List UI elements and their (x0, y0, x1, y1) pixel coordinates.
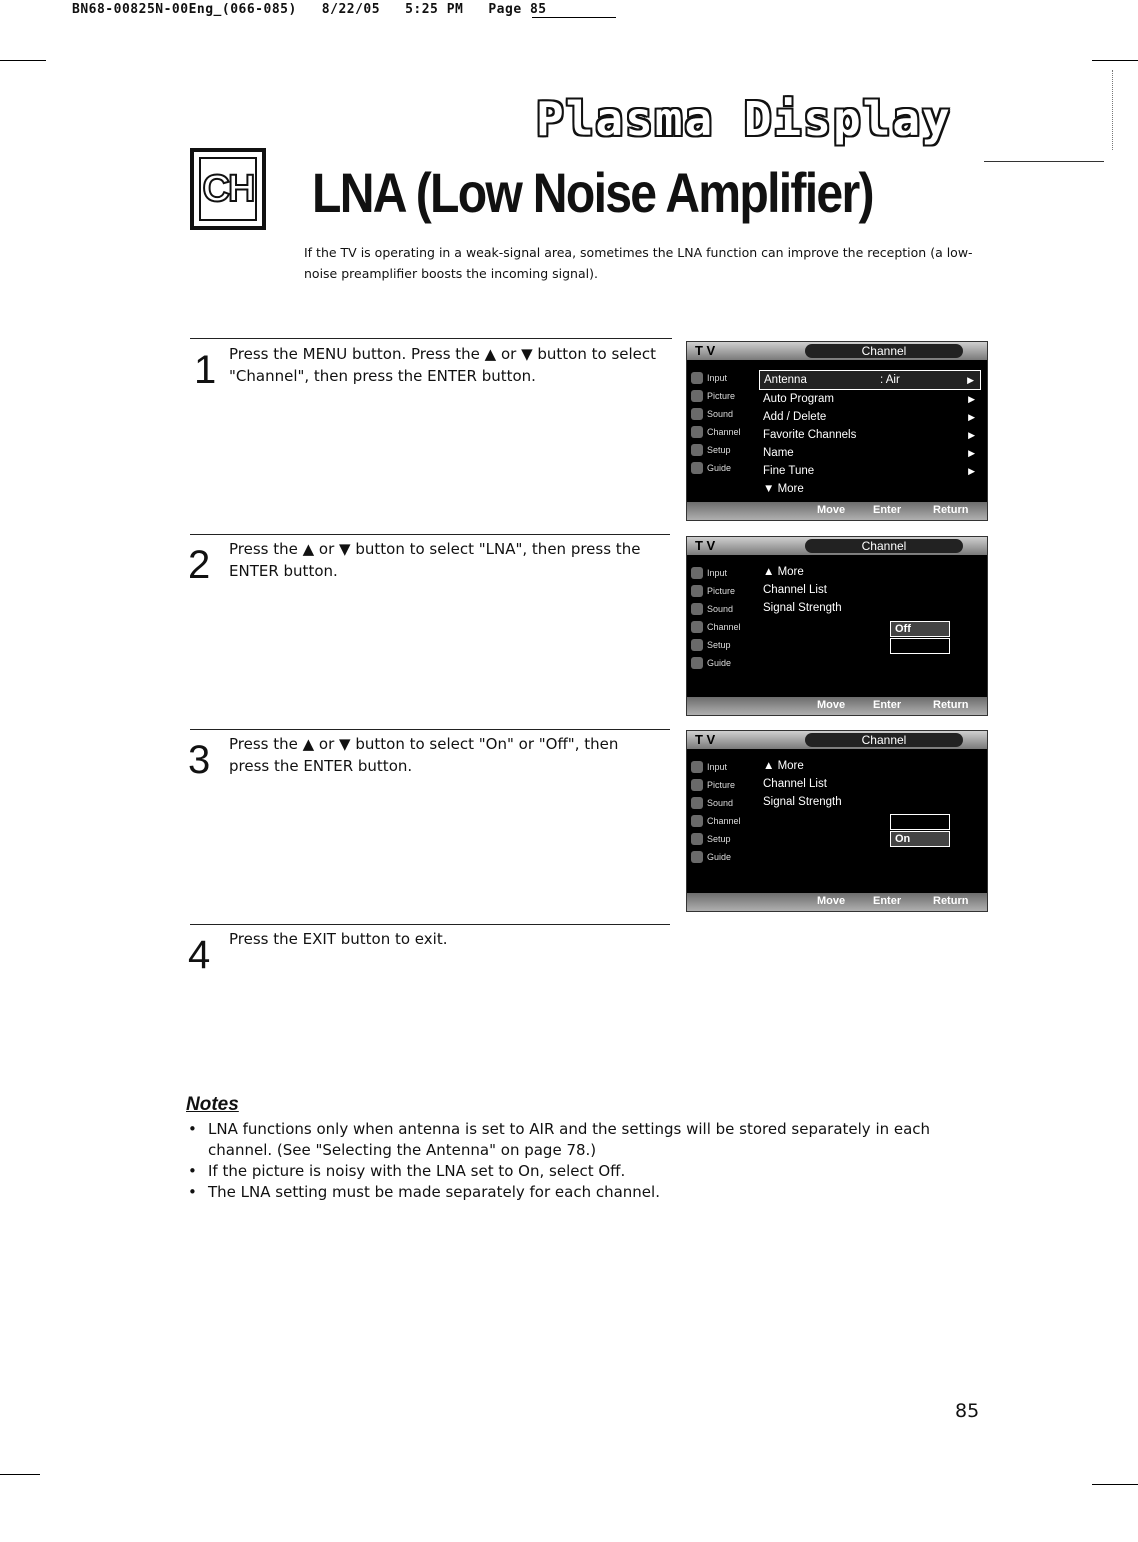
osd-sidebar-label: Setup (707, 834, 731, 844)
guide-icon (691, 657, 703, 669)
step-divider (190, 534, 670, 535)
note-item: • If the picture is noisy with the LNA set to On, select Off. (186, 1161, 946, 1182)
osd-sidebar-label: Setup (707, 445, 731, 455)
side-ticks (1112, 70, 1116, 150)
osd-menu (759, 563, 981, 617)
osd-footer (687, 893, 987, 911)
step-text: Press the EXIT button to exit. (229, 930, 448, 948)
step-number: 2 (188, 543, 211, 587)
step-text: Press the MENU button. Press the ▲ or ▼ button to select "Channel", then press the ENTER button. (229, 345, 657, 385)
osd-sidebar-label: Input (707, 568, 728, 578)
osd-row-auto-program (759, 390, 981, 408)
osd-title: T V (695, 538, 716, 553)
chevron-right-icon: ▶ (968, 430, 975, 440)
chevron-right-icon: ▶ (968, 466, 975, 476)
osd-tab: Channel (805, 539, 963, 553)
notes-list (186, 1119, 946, 1203)
osd-sidebar-label: Picture (707, 391, 736, 401)
guide-icon (691, 851, 703, 863)
channel-icon (691, 426, 703, 438)
sound-icon (691, 797, 703, 809)
osd-footer (687, 697, 987, 715)
osd-tab: Channel (805, 344, 963, 358)
osd-footer-enter: Enter (873, 504, 902, 516)
osd-screen-1 (686, 341, 988, 521)
osd-sidebar-label: Guide (707, 463, 732, 473)
chevron-right-icon: ▶ (968, 412, 975, 422)
step-divider (190, 729, 670, 730)
osd-title: T V (695, 732, 716, 747)
step-number: 3 (188, 738, 211, 782)
osd-sidebar-label: Picture (707, 780, 736, 790)
crop-mark (1092, 60, 1138, 61)
osd-row-more-up: ▲ More (763, 760, 804, 772)
osd-tab: Channel (805, 733, 963, 747)
osd-sidebar-item-setup (687, 637, 755, 655)
osd-footer (687, 502, 987, 520)
osd-row-label: ▼ More (763, 483, 804, 495)
osd-title-bar (687, 342, 987, 360)
osd-sidebar-label: Guide (707, 852, 732, 862)
osd-title: T V (695, 343, 716, 358)
osd-screen-3 (686, 730, 988, 912)
osd-row-favorite-channels (759, 426, 981, 444)
osd-footer-move: Move (817, 895, 846, 907)
crop-mark (0, 1474, 40, 1475)
osd-row-label: Antenna (764, 374, 807, 386)
osd-sidebar-label: Sound (707, 798, 734, 808)
picture-icon (691, 779, 703, 791)
osd-screen-2 (686, 536, 988, 716)
page-title: LNA (Low Noise Amplifier) (312, 161, 873, 224)
print-header-underline (532, 17, 616, 18)
channel-icon (691, 621, 703, 633)
osd-row-add-delete (759, 408, 981, 426)
osd-sidebar-item-picture (687, 777, 755, 795)
osd-sidebar-item-picture (687, 583, 755, 601)
osd-sidebar-item-sound (687, 795, 755, 813)
intro-text: If the TV is operating in a weak-signal area, sometimes the LNA function can improve the reception (a low-noise preamplifier boosts the incoming signal). (304, 245, 973, 281)
osd-footer-move: Move (817, 504, 846, 516)
osd-footer-enter: Enter (873, 699, 902, 711)
osd-footer-return: Return (933, 699, 969, 711)
option-on: On (890, 831, 950, 847)
osd-sidebar-label: Channel (707, 816, 741, 826)
osd-sidebar (687, 557, 755, 673)
osd-sidebar-item-picture (687, 388, 755, 406)
side-rule (984, 161, 1104, 162)
osd-row-name (759, 444, 981, 462)
osd-sidebar-label: Sound (707, 604, 734, 614)
chevron-right-icon: ▶ (967, 375, 974, 385)
osd-sidebar-item-setup (687, 831, 755, 849)
crop-mark (1092, 1484, 1138, 1485)
osd-row-signal-strength: Signal Strength (763, 796, 842, 808)
osd-sidebar-item-sound (687, 601, 755, 619)
osd-row-label: Favorite Channels (763, 429, 857, 441)
osd-menu (759, 370, 981, 498)
osd-row-label: Fine Tune (763, 465, 815, 477)
osd-sidebar-item-channel (687, 619, 755, 637)
brand-logo: Plasma Display (536, 92, 952, 146)
osd-menu (759, 757, 981, 811)
osd-sidebar-item-channel (687, 813, 755, 831)
step-number: 1 (194, 348, 217, 392)
input-icon (691, 761, 703, 773)
osd-sidebar-label: Channel (707, 427, 741, 437)
chevron-right-icon: ▶ (968, 448, 975, 458)
osd-sidebar-label: Sound (707, 409, 734, 419)
step-text: Press the ▲ or ▼ button to select "On" or "Off", then press the ENTER button. (229, 735, 619, 775)
input-icon (691, 372, 703, 384)
guide-icon (691, 462, 703, 474)
osd-title-bar (687, 731, 987, 749)
step-number: 4 (188, 933, 211, 977)
osd-footer-move: Move (817, 699, 846, 711)
crop-mark (0, 60, 46, 61)
note-item: • LNA functions only when antenna is set to AIR and the settings will be stored separately in each channel. (See "Selecting the Antenna" on page 78.) (186, 1119, 946, 1161)
input-icon (691, 567, 703, 579)
notes-heading: Notes (186, 1094, 239, 1115)
note-item: • The LNA setting must be made separately for each channel. (186, 1182, 946, 1203)
osd-row-signal-strength: Signal Strength (763, 602, 842, 614)
option-empty (890, 814, 950, 830)
setup-icon (691, 833, 703, 845)
osd-sidebar-item-input (687, 565, 755, 583)
page-number: 85 (955, 1400, 980, 1422)
step-text: Press the ▲ or ▼ button to select "LNA", then press the ENTER button. (229, 540, 641, 580)
osd-sidebar-item-input (687, 759, 755, 777)
osd-sidebar (687, 751, 755, 867)
osd-sidebar-item-sound (687, 406, 755, 424)
osd-sidebar-label: Input (707, 373, 728, 383)
osd-row-channel-list: Channel List (763, 778, 827, 790)
osd-row-more-up: ▲ More (763, 566, 804, 578)
setup-icon (691, 639, 703, 651)
osd-title-bar (687, 537, 987, 555)
sound-icon (691, 408, 703, 420)
osd-footer-return: Return (933, 504, 969, 516)
osd-row-value: : Air (880, 374, 900, 386)
osd-sidebar-item-guide (687, 460, 755, 478)
chapter-badge-label: CH (199, 157, 257, 221)
print-header: BN68-00825N-00Eng_(066-085) 8/22/05 5:25 PM Page 85 (72, 2, 547, 17)
chevron-right-icon: ▶ (968, 394, 975, 404)
picture-icon (691, 390, 703, 402)
osd-footer-enter: Enter (873, 895, 902, 907)
osd-sidebar-item-channel (687, 424, 755, 442)
osd-row-more (759, 480, 981, 498)
osd-sidebar-item-guide (687, 655, 755, 673)
osd-row-antenna (759, 370, 981, 390)
osd-sidebar-label: Setup (707, 640, 731, 650)
option-empty (890, 638, 950, 654)
osd-row-label: Auto Program (763, 393, 834, 405)
osd-sidebar-label: Input (707, 762, 728, 772)
setup-icon (691, 444, 703, 456)
osd-sidebar (687, 362, 755, 478)
osd-sidebar-item-guide (687, 849, 755, 867)
chapter-badge (190, 148, 266, 230)
osd-sidebar-label: Channel (707, 622, 741, 632)
osd-row-fine-tune (759, 462, 981, 480)
osd-footer-return: Return (933, 895, 969, 907)
sound-icon (691, 603, 703, 615)
step-divider (190, 338, 672, 339)
osd-sidebar-label: Guide (707, 658, 732, 668)
picture-icon (691, 585, 703, 597)
osd-row-label: Add / Delete (763, 411, 827, 423)
osd-row-channel-list: Channel List (763, 584, 827, 596)
osd-row-label: Name (763, 447, 794, 459)
osd-sidebar-label: Picture (707, 586, 736, 596)
step-divider (190, 924, 670, 925)
osd-sidebar-item-input (687, 370, 755, 388)
osd-sidebar-item-setup (687, 442, 755, 460)
option-off: Off (890, 621, 950, 637)
channel-icon (691, 815, 703, 827)
